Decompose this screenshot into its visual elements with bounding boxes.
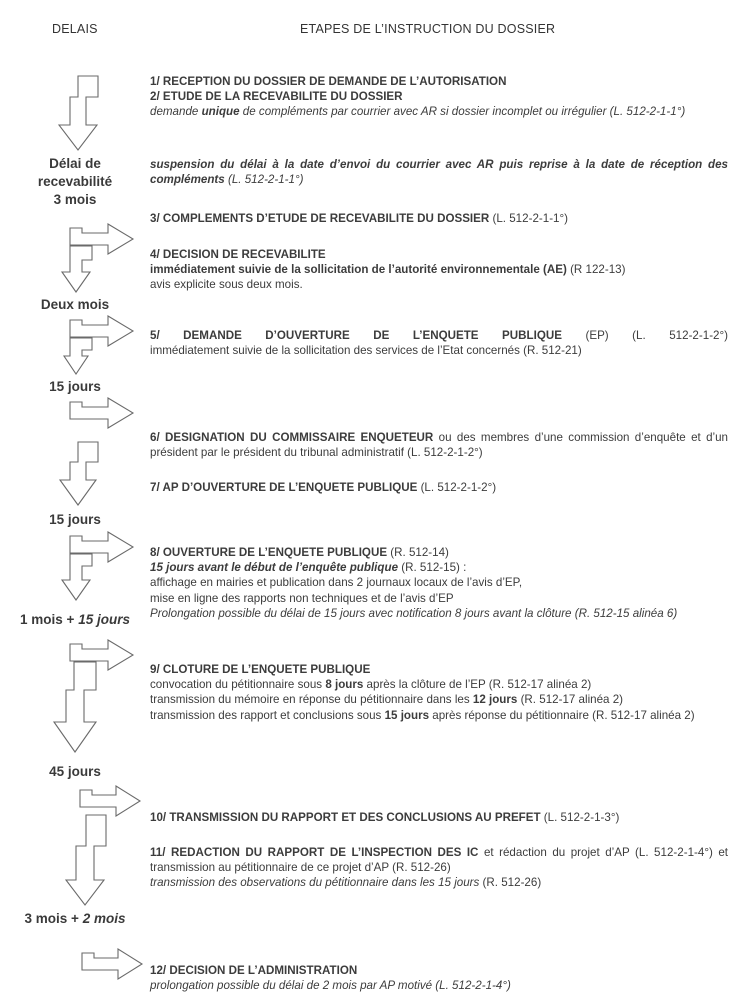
step-12 [150,963,728,993]
suspension-text: suspension du délai à la date d’envoi du courrier avec AR puis reprise à la date de réception des compléments [150,158,728,187]
step-8-delay-ref: (R. 512-15) : [398,561,467,575]
step-4-avis: avis explicite sous deux mois. [150,278,303,292]
delay-3-mois-part: 3 mois + [24,911,79,926]
delay-3-mois-2-mois [0,910,150,928]
step-9-convocation: convocation du pétitionnaire sous 8 jours après la clôture de l’EP (R. 512-17 alinéa 2) [150,678,592,692]
step-11 [150,845,728,891]
step-12-prolongation: prolongation possible du délai de 2 mois par AP motivé [150,979,433,993]
step-5-ref: (EP) (L. 512-2-1-2°) [561,329,728,342]
delay-15-jours-a: 15 jours [49,379,101,394]
step-5-title: 5/ DEMANDE D’OUVERTURE DE L’ENQUETE PUBLIQUE [150,329,562,342]
step-3-ref: (L. 512-2-1-1°) [489,212,569,225]
delay-45-jours: 45 jours [49,764,101,779]
step-11-observations-ref: (R. 512-26) [479,876,542,890]
step-7-ref: (L. 512-2-1-2°) [417,481,497,494]
delay-recevabilite-line3: 3 mois [53,192,97,207]
step-7-title: 7/ AP D’OUVERTURE DE L’ENQUETE PUBLIQUE [150,481,418,494]
delay-1-mois-part: 1 mois + [20,612,75,627]
right-arrow-12-icon [82,949,142,979]
step-10-ref: (L. 512-2-1-3°) [540,811,620,824]
step-3-title: 3/ COMPLEMENTS D’ETUDE DE RECEVABILITE DU DOSSIER [150,212,490,225]
delays-column-header: DELAIS [52,22,98,36]
down-arrow-3-icon [64,338,92,374]
step-4-detail: immédiatement suivie de la sollicitation de l’autorité environnementale (AE) [150,263,567,277]
down-arrow-4-icon [60,442,98,505]
step-12-title: 12/ DECISION DE L’ADMINISTRATION [150,964,358,977]
down-arrow-6-icon [54,662,96,752]
step-5-detail: immédiatement suivie de la sollicitation des services de l’Etat concernés (R. 512-21) [150,344,582,358]
right-arrow-10-icon [80,786,140,816]
step-8-title: 8/ OUVERTURE DE L’ENQUETE PUBLIQUE [150,546,388,559]
delay-15-jours-part: 15 jours [78,612,130,627]
step-7 [150,480,728,495]
step-8-ref: (R. 512-14) [387,546,449,559]
right-arrow-6-icon [70,398,133,428]
step-6-title: 6/ DESIGNATION DU COMMISSAIRE ENQUETEUR [150,431,434,444]
step-4 [150,247,728,293]
delay-recevabilite-line2: recevabilité [37,174,113,189]
delay-recevabilite [0,155,150,209]
step-1-title: 1/ RECEPTION DU DOSSIER DE DEMANDE DE L’AUTORISATION [150,75,507,88]
step-8-mise-en-ligne: mise en ligne des rapports non techniques et de l’avis d’EP [150,591,454,605]
down-arrow-1-icon [59,76,98,150]
step-9-memoire: transmission du mémoire en réponse du pétitionnaire dans les 12 jours (R. 512-17 alinéa 2) [150,693,624,707]
step-10 [150,810,728,825]
delay-deux-mois: Deux mois [40,297,110,312]
step-11-observations: transmission des observations du pétitionnaire dans les 15 jours [150,876,480,890]
steps-column-header: ETAPES DE L’INSTRUCTION DU DOSSIER [300,22,556,36]
step-8-affichage: affichage en mairies et publication dans 2 journaux locaux de l’avis d’EP, [150,576,523,590]
step-4-ref: (R 122-13) [566,263,626,277]
step-4-title: 4/ DECISION DE RECEVABILITE [150,248,326,261]
suspension-ref: (L. 512-2-1-1°) [224,173,304,187]
step-3 [150,211,728,226]
step-9 [150,662,728,723]
delay-2-mois-part: 2 mois [82,911,126,926]
step-12-ref: (L. 512-2-1-4°) [432,979,511,993]
delay-1-mois-15-jours [0,611,150,629]
step-9-title: 9/ CLOTURE DE L’ENQUETE PUBLIQUE [150,663,371,676]
step-8 [150,545,728,621]
down-arrow-2-icon [62,246,92,292]
step-6-detail: ou des membres d’une commission d’enquête et d’un président par le président du tribunal administratif (L. 512-2-1-2°) [150,431,729,460]
step-6 [150,430,728,460]
step-1-2 [150,74,728,120]
step-2-detail: demande unique de compléments par courrier avec AR si dossier incomplet ou irrégulier (L. 512-2-1-1°) [150,105,686,119]
delay-recevabilite-line1: Délai de [49,156,101,171]
down-arrow-7-icon [66,815,106,905]
step-8-prolongation: Prolongation possible du délai de 15 jours avec notification 8 jours avant la clôture (R. 512-15 alinéa 6) [150,606,678,620]
step-2-suspension [150,157,728,187]
step-11-title: 11/ REDACTION DU RAPPORT DE L’INSPECTION DES IC [150,846,479,859]
delay-15-jours-b: 15 jours [49,512,101,527]
step-5 [150,328,728,358]
step-11-detail: et rédaction du projet d’AP (L. 512-2-1-4°) et transmission au pétitionnaire de ce projet d’AP (R. 512-26) [150,846,728,875]
step-9-rapport: transmission des rapport et conclusions sous 15 jours après réponse du pétitionnaire (R. 512-17 alinéa 2) [150,708,695,722]
step-10-title: 10/ TRANSMISSION DU RAPPORT ET DES CONCLUSIONS AU PREFET [150,811,541,824]
step-2-title: 2/ ETUDE DE LA RECEVABILITE DU DOSSIER [150,90,403,104]
step-8-delay: 15 jours avant le début de l’enquête publique [150,561,399,575]
down-arrow-5-icon [62,554,92,600]
